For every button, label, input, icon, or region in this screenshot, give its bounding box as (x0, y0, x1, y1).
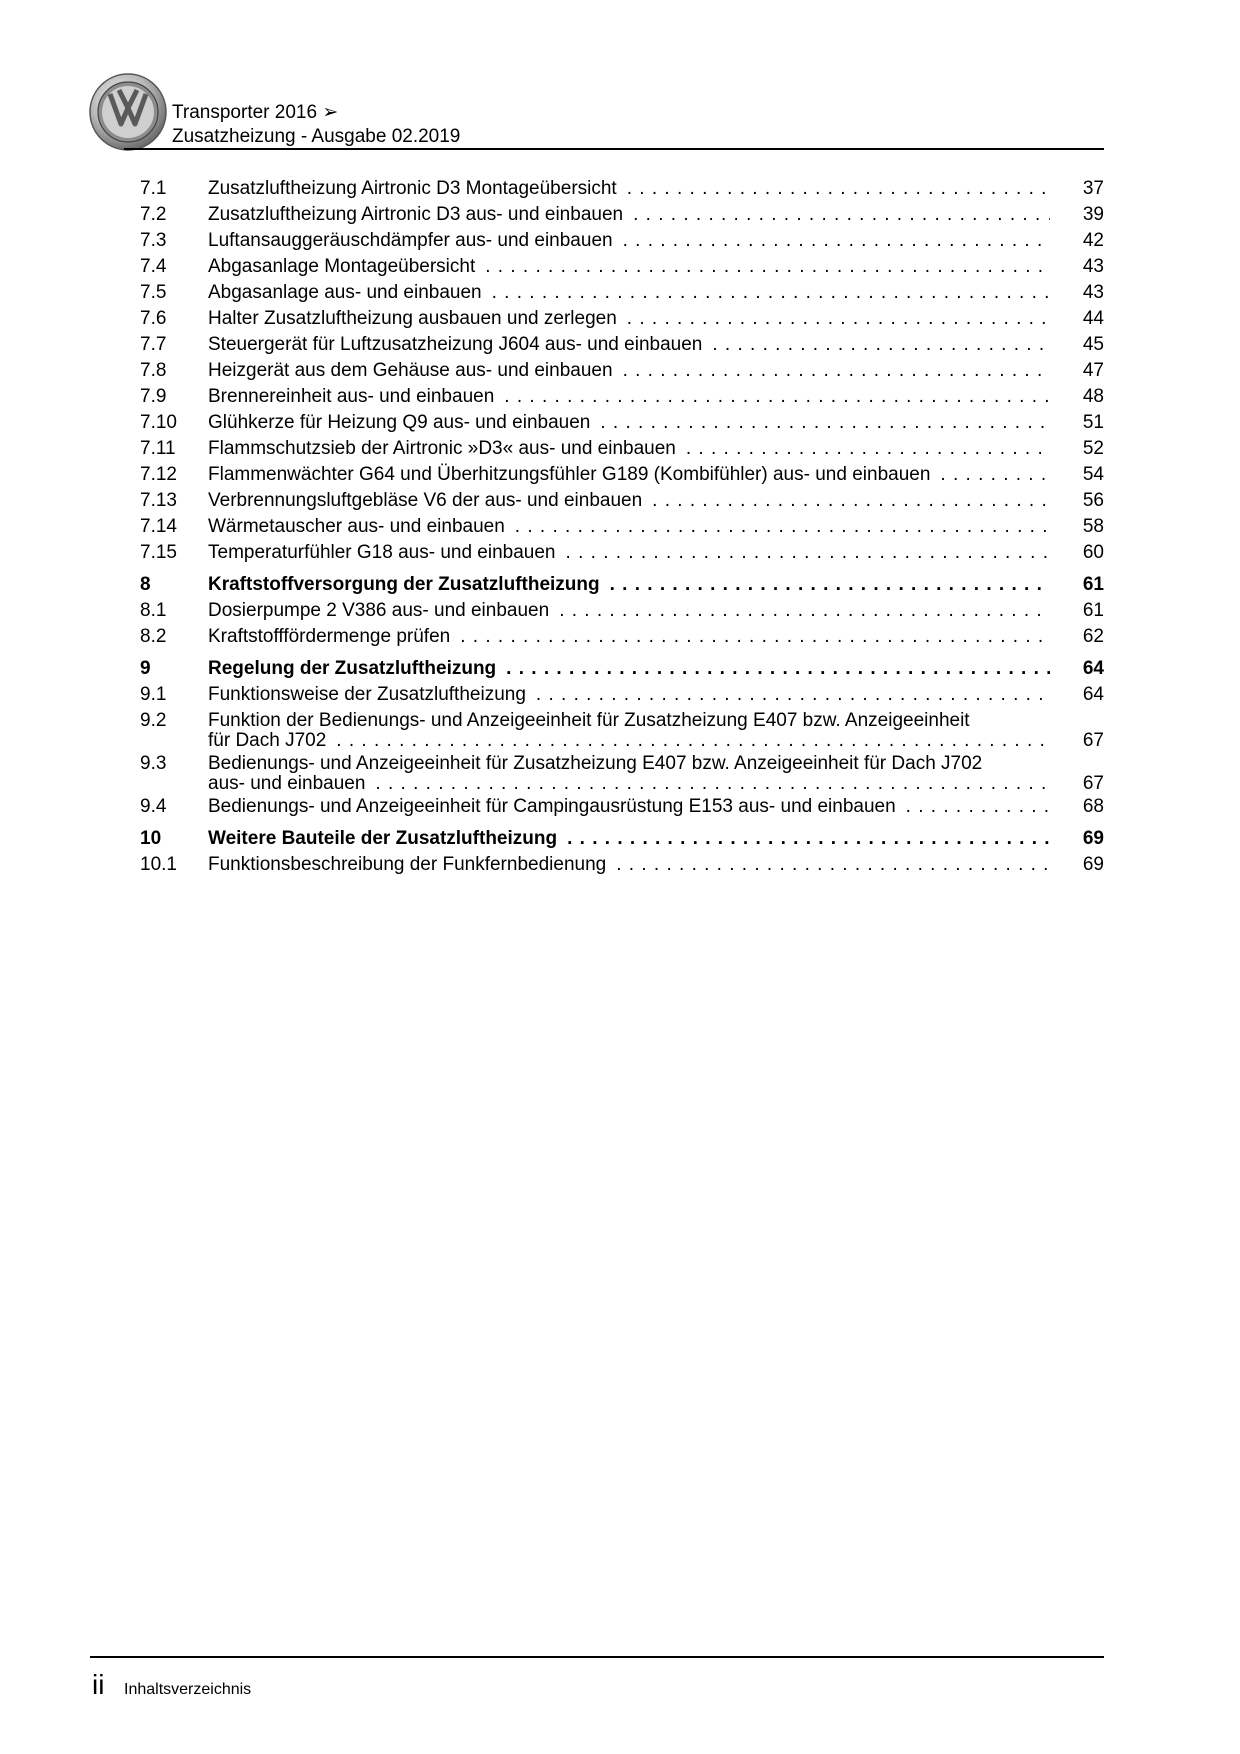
toc-entry-number: 7.15 (140, 542, 177, 563)
toc-entry-title: Steuergerät für Luftzusatzheizung J604 aus- und einbauen (208, 334, 703, 355)
toc-entry-number: 7.10 (140, 412, 177, 433)
toc-entry[interactable] (140, 306, 1104, 332)
table-of-contents (140, 176, 1104, 878)
toc-chapter-page: 69 (1082, 828, 1104, 849)
toc-entry-title: Glühkerze für Heizung Q9 aus- und einbauen (208, 412, 591, 433)
toc-entry[interactable] (140, 280, 1104, 306)
toc-entry-number: 8.1 (140, 600, 167, 621)
toc-entry-title: Halter Zusatzluftheizung ausbauen und zerlegen (208, 308, 617, 329)
toc-entry-number: 9.2 (140, 710, 167, 731)
toc-entry-title: Funktionsbeschreibung der Funkfernbedienung (208, 854, 607, 875)
toc-entry-number: 7.12 (140, 464, 177, 485)
toc-entry[interactable] (140, 410, 1104, 436)
toc-chapter-number: 8 (140, 574, 151, 595)
toc-entry-page: 56 (1082, 490, 1104, 511)
toc-entry-page: 39 (1082, 204, 1104, 225)
toc-entry-number: 9.4 (140, 796, 167, 817)
toc-entry-page: 67 (1082, 773, 1104, 794)
toc-entry-title-line1: Bedienungs- und Anzeigeeinheit für Zusatzheizung E407 bzw. Anzeigeeinheit für Dach J702 (208, 753, 983, 774)
toc-entry-title: Luftansauggeräuschdämpfer aus- und einbauen (208, 230, 613, 251)
toc-chapter[interactable] (140, 826, 1104, 852)
toc-entry-title: Flammenwächter G64 und Überhitzungsfühler G189 (Kombifühler) aus- und einbauen (208, 464, 931, 485)
toc-entry-page: 58 (1082, 516, 1104, 537)
toc-chapter-number: 10 (140, 828, 162, 849)
toc-entry[interactable] (140, 254, 1104, 280)
toc-entry-title: Zusatzluftheizung Airtronic D3 Montageübersicht (208, 178, 617, 199)
toc-entry-page: 68 (1082, 796, 1104, 817)
toc-entry[interactable] (140, 794, 1104, 820)
toc-entry[interactable] (140, 682, 1104, 708)
toc-entry-number: 7.14 (140, 516, 177, 537)
toc-chapter-title: Weitere Bauteile der Zusatzluftheizung (208, 828, 558, 849)
toc-entry-number: 10.1 (140, 854, 177, 875)
toc-chapter-title: Regelung der Zusatzluftheizung (208, 658, 497, 679)
toc-entry-number: 7.2 (140, 204, 167, 225)
toc-entry-page: 43 (1082, 256, 1104, 277)
toc-entry-page: 51 (1082, 412, 1104, 433)
toc-chapter[interactable] (140, 572, 1104, 598)
footer-page-number: ii (92, 1669, 105, 1700)
toc-entry-title-line1: Funktion der Bedienungs- und Anzeigeeinheit für Zusatzheizung E407 bzw. Anzeigeeinheit (208, 710, 970, 731)
toc-chapter-page: 61 (1082, 574, 1104, 595)
toc-entry-number: 9.3 (140, 753, 167, 774)
toc-entry[interactable] (140, 332, 1104, 358)
toc-entry-title: Abgasanlage aus- und einbauen (208, 282, 482, 303)
header-rule (124, 148, 1104, 150)
toc-entry-number: 7.4 (140, 256, 167, 277)
toc-entry-number: 7.9 (140, 386, 167, 407)
toc-entry-number: 7.7 (140, 334, 167, 355)
vw-logo (88, 72, 168, 152)
toc-entry[interactable] (140, 228, 1104, 254)
toc-entry[interactable] (140, 462, 1104, 488)
footer-rule (90, 1656, 1104, 1658)
toc-entry-page: 52 (1082, 438, 1104, 459)
toc-chapter-number: 9 (140, 658, 151, 679)
toc-entry-number: 7.11 (140, 438, 176, 459)
toc-entry[interactable] (140, 598, 1104, 624)
toc-entry[interactable] (140, 358, 1104, 384)
header-subtitle: Zusatzheizung - Ausgabe 02.2019 (172, 126, 461, 147)
toc-entry-page: 42 (1082, 230, 1104, 251)
toc-entry-page: 60 (1082, 542, 1104, 563)
toc-entry-title: Dosierpumpe 2 V386 aus- und einbauen (208, 600, 550, 621)
toc-entry-title: Heizgerät aus dem Gehäuse aus- und einbauen (208, 360, 613, 381)
toc-entry[interactable] (140, 852, 1104, 878)
toc-entry-title: Flammschutzsieb der Airtronic »D3« aus- und einbauen (208, 438, 676, 459)
toc-entry-number: 7.1 (140, 178, 167, 199)
toc-entry[interactable] (140, 202, 1104, 228)
toc-entry-page: 45 (1082, 334, 1104, 355)
toc-entry-title: Zusatzluftheizung Airtronic D3 aus- und einbauen (208, 204, 624, 225)
toc-entry-number: 7.13 (140, 490, 177, 511)
toc-entry-page: 69 (1082, 854, 1104, 875)
toc-entry-page: 61 (1082, 600, 1104, 621)
toc-entry-number: 7.6 (140, 308, 167, 329)
toc-entry-number: 7.5 (140, 282, 167, 303)
toc-entry-title: Verbrennungsluftgebläse V6 der aus- und einbauen (208, 490, 643, 511)
toc-entry[interactable] (140, 384, 1104, 410)
toc-entry-title: Abgasanlage Montageübersicht (208, 256, 476, 277)
toc-entry-title: Temperaturfühler G18 aus- und einbauen (208, 542, 556, 563)
toc-entry-page: 62 (1082, 626, 1104, 647)
toc-chapter-page: 64 (1082, 658, 1104, 679)
toc-entry-title: Brennereinheit aus- und einbauen (208, 386, 495, 407)
toc-entry-title: Kraftstofffördermenge prüfen (208, 626, 451, 647)
toc-entry-page: 47 (1082, 360, 1104, 381)
header-title: Transporter 2016 ➢ (172, 102, 339, 123)
toc-entry-title-line2: für Dach J702 (208, 731, 327, 751)
toc-entry-number: 9.1 (140, 684, 167, 705)
toc-entry-page: 37 (1082, 178, 1104, 199)
toc-entry[interactable] (140, 711, 1104, 751)
toc-entry-page: 67 (1082, 730, 1104, 751)
toc-entry[interactable] (140, 624, 1104, 650)
toc-entry-page: 43 (1082, 282, 1104, 303)
toc-chapter-title: Kraftstoffversorgung der Zusatzluftheizung (208, 574, 600, 595)
toc-chapter[interactable] (140, 656, 1104, 682)
toc-entry-page: 54 (1082, 464, 1104, 485)
toc-entry[interactable] (140, 540, 1104, 566)
toc-entry[interactable] (140, 514, 1104, 540)
toc-entry-title: Bedienungs- und Anzeigeeinheit für Campingausrüstung E153 aus- und einbauen (208, 796, 896, 817)
footer-label: Inhaltsverzeichnis (124, 1681, 252, 1698)
toc-entry-title-line2: aus- und einbauen (208, 774, 366, 794)
toc-entry-page: 64 (1082, 684, 1104, 705)
toc-entry-number: 7.3 (140, 230, 167, 251)
toc-entry-page: 44 (1082, 308, 1104, 329)
toc-entry-page: 48 (1082, 386, 1104, 407)
toc-entry[interactable] (140, 754, 1104, 794)
toc-entry-number: 8.2 (140, 626, 167, 647)
toc-entry[interactable] (140, 436, 1104, 462)
toc-entry-title: Funktionsweise der Zusatzluftheizung (208, 684, 526, 705)
toc-entry[interactable] (140, 176, 1104, 202)
toc-entry-title: Wärmetauscher aus- und einbauen (208, 516, 505, 537)
toc-entry-number: 7.8 (140, 360, 167, 381)
toc-entry[interactable] (140, 488, 1104, 514)
